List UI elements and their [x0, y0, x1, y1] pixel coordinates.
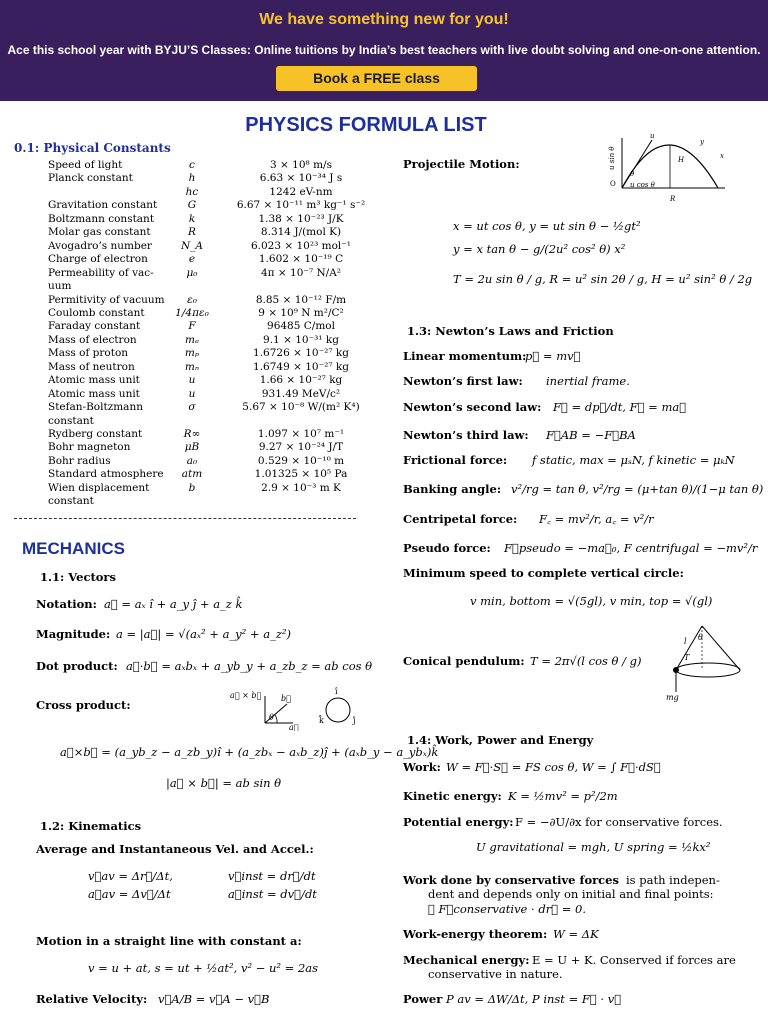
mechanics-heading: MECHANICS — [22, 539, 125, 558]
cross-label-b: b⃗ — [281, 694, 291, 703]
proj-label-u: u — [650, 132, 655, 140]
newton-item-text: p⃗ = mv⃗ — [525, 349, 581, 363]
proj-label-y: y — [700, 138, 704, 146]
constant-name: Bohr magneton — [48, 441, 131, 454]
work-energy-label: Work-energy theorem: — [403, 927, 548, 941]
constant-value: 1.01325 × 10⁵ Pa — [254, 468, 348, 481]
projectile-diagram — [600, 130, 730, 205]
a-inst-eq: a⃗inst = dv⃗/dt — [228, 887, 317, 901]
newton-item-label: Linear momentum: — [403, 349, 527, 363]
page-title: PHYSICS FORMULA LIST — [245, 114, 487, 136]
constant-symbol: ε₀ — [187, 293, 197, 306]
constant-symbol: F — [188, 320, 196, 333]
dot-product-eq: a⃗·b⃗ = aₓbₓ + a_yb_y + a_zb_z = ab cos θ — [126, 659, 373, 673]
v-inst-eq: v⃗inst = dr⃗/dt — [228, 869, 316, 883]
newton-item-text: F⃗pseudo = −ma⃗₀, F centrifugal = −mv²/r — [504, 541, 758, 555]
constant-symbol: u — [188, 387, 196, 400]
constant-symbol: R∞ — [183, 428, 201, 440]
constant-name: Coulomb constant — [48, 306, 145, 319]
constant-symbol: b — [188, 481, 196, 494]
constant-symbol: mₙ — [184, 360, 200, 373]
work-energy-eq: W = ΔK — [553, 927, 599, 941]
constant-name: Avogadro’s number — [48, 239, 152, 252]
constant-symbol: e — [188, 253, 196, 266]
section-divider — [14, 518, 356, 519]
constant-value: 6.63 × 10⁻³⁴ J s — [259, 172, 343, 185]
ke-label: Kinetic energy: — [403, 789, 502, 803]
constants-heading: 0.1: Physical Constants — [14, 141, 171, 155]
constant-value: 9 × 10⁹ N m²/C² — [258, 306, 344, 319]
newton-item-label: Frictional force: — [403, 453, 508, 467]
constant-name: Wien displacement — [48, 481, 150, 494]
work-label: Work: — [403, 760, 441, 774]
constant-name: Stefan-Boltzmann — [48, 401, 143, 414]
constant-value: 9.1 × 10⁻³¹ kg — [263, 333, 339, 346]
proj-label-x: x — [720, 152, 724, 160]
relative-velocity-label: Relative Velocity: — [36, 992, 148, 1006]
constant-symbol: mₑ — [184, 333, 200, 346]
cross-product-diagram — [225, 686, 365, 731]
constant-value: 8.85 × 10⁻¹² F/m — [255, 293, 347, 306]
constant-value: 2.9 × 10⁻³ m K — [261, 481, 341, 494]
newton-item-label: Minimum speed to complete vertical circle: — [403, 566, 684, 580]
banner-headline: We have something new for you! — [259, 11, 509, 28]
newton-item-text: F꜀ = mv²/r, a꜀ = v²/r — [539, 512, 654, 526]
cross-product-eq: a⃗×b⃗ = (a_yb_z − a_zb_y)î + (a_zbₓ − aₓb_z)ĵ + (aₓb_y − a_ybₓ)k̂ — [60, 745, 439, 759]
constant-name: Molar gas constant — [48, 226, 151, 239]
pend-label-mg: mg — [666, 693, 679, 702]
notation-label: Notation: — [36, 597, 97, 611]
conservative-text-3: ∮ F⃗conservative · dr⃗ = 0. — [428, 902, 587, 916]
dot-product-label: Dot product: — [36, 659, 118, 673]
v-av-eq: v⃗av = Δr⃗/Δt, — [88, 869, 173, 883]
constant-name: Atomic mass unit — [48, 387, 140, 400]
conservative-text-2: dent and depends only on initial and final points: — [428, 887, 714, 901]
constant-name: Mass of proton — [48, 347, 129, 360]
mechanical-energy-eq: E = U + K. Conserved if forces are — [532, 953, 736, 967]
book-free-class-button[interactable]: Book a FREE class — [276, 66, 477, 91]
banner-subline: Ace this school year with BYJU’S Classes: Online tuitions by India’s best teachers with live doubt solving and one-on-one attention. — [7, 43, 761, 57]
constant-name: Speed of light — [48, 159, 123, 171]
mechanical-energy-eq-2: conservative in nature. — [428, 967, 563, 981]
constant-value: 1.6726 × 10⁻²⁷ kg — [253, 347, 349, 360]
constant-symbol: hc — [185, 185, 199, 198]
projectile-eq-3: T = 2u sin θ / g, R = u² sin 2θ / g, H = u² sin² θ / 2g — [453, 272, 753, 286]
cross-product-label: Cross product: — [36, 698, 131, 712]
constant-name: Gravitation constant — [48, 199, 158, 212]
constant-symbol: 1/4πε₀ — [175, 306, 209, 319]
constant-name: Permeability of vac- — [48, 266, 154, 279]
kinematics-heading: 1.2: Kinematics — [40, 819, 142, 833]
constant-symbol: u — [188, 374, 196, 387]
avg-inst-label: Average and Instantaneous Vel. and Accel.: — [36, 842, 314, 856]
cross-label-axb: a⃗ × b⃗ — [230, 691, 262, 700]
proj-label-theta: θ — [630, 170, 635, 178]
constant-symbol: c — [189, 159, 195, 171]
newton-item-text: F⃗AB = −F⃗BA — [546, 428, 636, 442]
constant-value: 9.27 × 10⁻²⁴ J/T — [258, 441, 344, 454]
constant-value: 8.314 J/(mol K) — [260, 226, 342, 239]
straight-line-eq: v = u + at, s = ut + ½at², v² − u² = 2as — [88, 961, 319, 975]
proj-label-h: H — [678, 156, 685, 164]
power-label: Power — [403, 992, 443, 1006]
pend-label-theta: θ — [698, 633, 703, 642]
newton-item-text: v²/rg = tan θ, v²/rg = (μ+tan θ)/(1−μ tan θ) — [511, 482, 764, 496]
cross-magnitude-eq: |a⃗ × b⃗| = ab sin θ — [166, 776, 282, 790]
constant-symbol: mₚ — [184, 347, 200, 360]
cross-label-i: î — [335, 687, 338, 696]
pe-eq: F = −∂U/∂x for conservative forces. — [515, 815, 723, 829]
constant-value: 1.38 × 10⁻²³ J/K — [258, 212, 344, 225]
constant-value: 931.49 MeV/c² — [261, 387, 341, 400]
newton-item-text: F⃗ = dp⃗/dt, F⃗ = ma⃗ — [553, 400, 687, 414]
cross-label-theta: θ — [269, 713, 274, 722]
projectile-label: Projectile Motion: — [403, 157, 520, 171]
constant-value: 5.67 × 10⁻⁸ W/(m² K⁴) — [242, 401, 360, 414]
constant-value: 1.097 × 10⁷ m⁻¹ — [257, 428, 345, 440]
newton-item-label: Newton’s first law: — [403, 374, 523, 388]
constant-name: constant — [48, 495, 94, 508]
constant-symbol: μB — [184, 441, 200, 454]
conical-pendulum-label: Conical pendulum: — [403, 654, 525, 668]
constant-symbol: μ₀ — [186, 266, 198, 279]
pend-label-t: T — [684, 653, 690, 662]
constant-value: 4π × 10⁻⁷ N/A² — [260, 266, 342, 279]
magnitude-eq: a = |a⃗| = √(aₓ² + a_y² + a_z²) — [116, 627, 291, 641]
constant-name: Boltzmann constant — [48, 212, 155, 225]
proj-label-r: R — [670, 195, 676, 203]
constant-value: 6.67 × 10⁻¹¹ m³ kg⁻¹ s⁻² — [236, 199, 366, 212]
cross-label-j: ĵ — [353, 716, 356, 725]
constant-value: 1.602 × 10⁻¹⁹ C — [258, 253, 344, 266]
constant-value: 1.66 × 10⁻²⁷ kg — [259, 374, 343, 387]
constant-name: Atomic mass unit — [48, 374, 140, 387]
constant-symbol: h — [188, 172, 196, 185]
conical-pendulum-diagram — [658, 622, 758, 702]
u-eq: U gravitational = mgh, U spring = ½kx² — [476, 840, 711, 854]
newton-item-label: Banking angle: — [403, 482, 502, 496]
conical-pendulum-eq: T = 2π√(l cos θ / g) — [530, 654, 642, 668]
constant-symbol: σ — [188, 401, 196, 414]
constant-name: Rydberg constant — [48, 428, 143, 440]
a-av-eq: a⃗av = Δv⃗/Δt — [88, 887, 171, 901]
pend-label-l: l — [684, 637, 687, 646]
mechanical-energy-label: Mechanical energy: — [403, 953, 530, 967]
constant-name: Faraday constant — [48, 320, 141, 333]
constant-symbol: atm — [181, 468, 203, 481]
newton-item-text: f static, max = μₛN, f kinetic = μₖN — [532, 453, 735, 467]
newton-heading: 1.3: Newton’s Laws and Friction — [407, 324, 614, 338]
constant-name: Planck constant — [48, 172, 133, 185]
constant-symbol: R — [188, 226, 196, 239]
constant-value: 1.6749 × 10⁻²⁷ kg — [253, 360, 349, 373]
constant-symbol: k — [188, 212, 196, 225]
promo-banner — [0, 0, 768, 101]
pe-label: Potential energy: — [403, 815, 514, 829]
power-eq: P av = ΔW/Δt, P inst = F⃗ · v⃗ — [446, 992, 622, 1006]
work-eq: W = F⃗·S⃗ = FS cos θ, W = ∫ F⃗·dS⃗ — [446, 760, 661, 774]
constant-name: Mass of electron — [48, 333, 137, 346]
constant-symbol: G — [187, 199, 197, 212]
constant-symbol: N_A — [180, 239, 204, 252]
proj-label-usin: u sin θ — [608, 146, 616, 170]
constant-name: constant — [48, 414, 94, 427]
cross-label-a: a⃗ — [289, 723, 299, 731]
straight-line-label: Motion in a straight line with constant a: — [36, 934, 302, 948]
constant-value: 3 × 10⁸ m/s — [270, 159, 332, 171]
cross-label-k: k̂ — [319, 716, 324, 725]
newton-item-label: Pseudo force: — [403, 541, 491, 555]
proj-label-ucos: u cos θ — [630, 181, 655, 189]
constant-symbol: a₀ — [186, 454, 198, 467]
constant-name: Mass of neutron — [48, 360, 135, 373]
newton-item-label: Newton’s second law: — [403, 400, 542, 414]
projectile-eq-2: y = x tan θ − g/(2u² cos² θ) x² — [453, 242, 626, 256]
newton-item-label: Newton’s third law: — [403, 428, 529, 442]
work-heading: 1.4: Work, Power and Energy — [407, 733, 594, 747]
constant-name: Charge of electron — [48, 253, 148, 266]
relative-velocity-eq: v⃗A/B = v⃗A − v⃗B — [158, 992, 270, 1006]
conservative-label: Work done by conservative forces — [403, 873, 619, 887]
magnitude-label: Magnitude: — [36, 627, 111, 641]
constant-name: Permitivity of vacuum — [48, 293, 165, 306]
constant-name: Standard atmosphere — [48, 468, 164, 481]
newton-item-label: Centripetal force: — [403, 512, 518, 526]
constant-value: 6.023 × 10²³ mol⁻¹ — [250, 239, 352, 252]
constant-value: 1242 eV-nm — [269, 185, 333, 198]
notation-eq: a⃗ = aₓ î + a_y ĵ + a_z k̂ — [104, 597, 243, 611]
vectors-heading: 1.1: Vectors — [40, 570, 116, 584]
conservative-text-1: is path indepen- — [626, 873, 720, 887]
projectile-eq-1: x = ut cos θ, y = ut sin θ − ½gt² — [453, 219, 641, 233]
constant-value: 0.529 × 10⁻¹⁰ m — [257, 454, 345, 467]
vmin-eq: v min, bottom = √(5gl), v min, top = √(gl) — [470, 594, 713, 608]
ke-eq: K = ½mv² = p²/2m — [508, 789, 618, 803]
newton-item-text: inertial frame. — [546, 374, 630, 388]
proj-label-o: O — [610, 180, 616, 188]
constant-value: 96485 C/mol — [267, 320, 335, 333]
constant-name: Bohr radius — [48, 454, 111, 467]
constant-name: uum — [48, 280, 72, 293]
